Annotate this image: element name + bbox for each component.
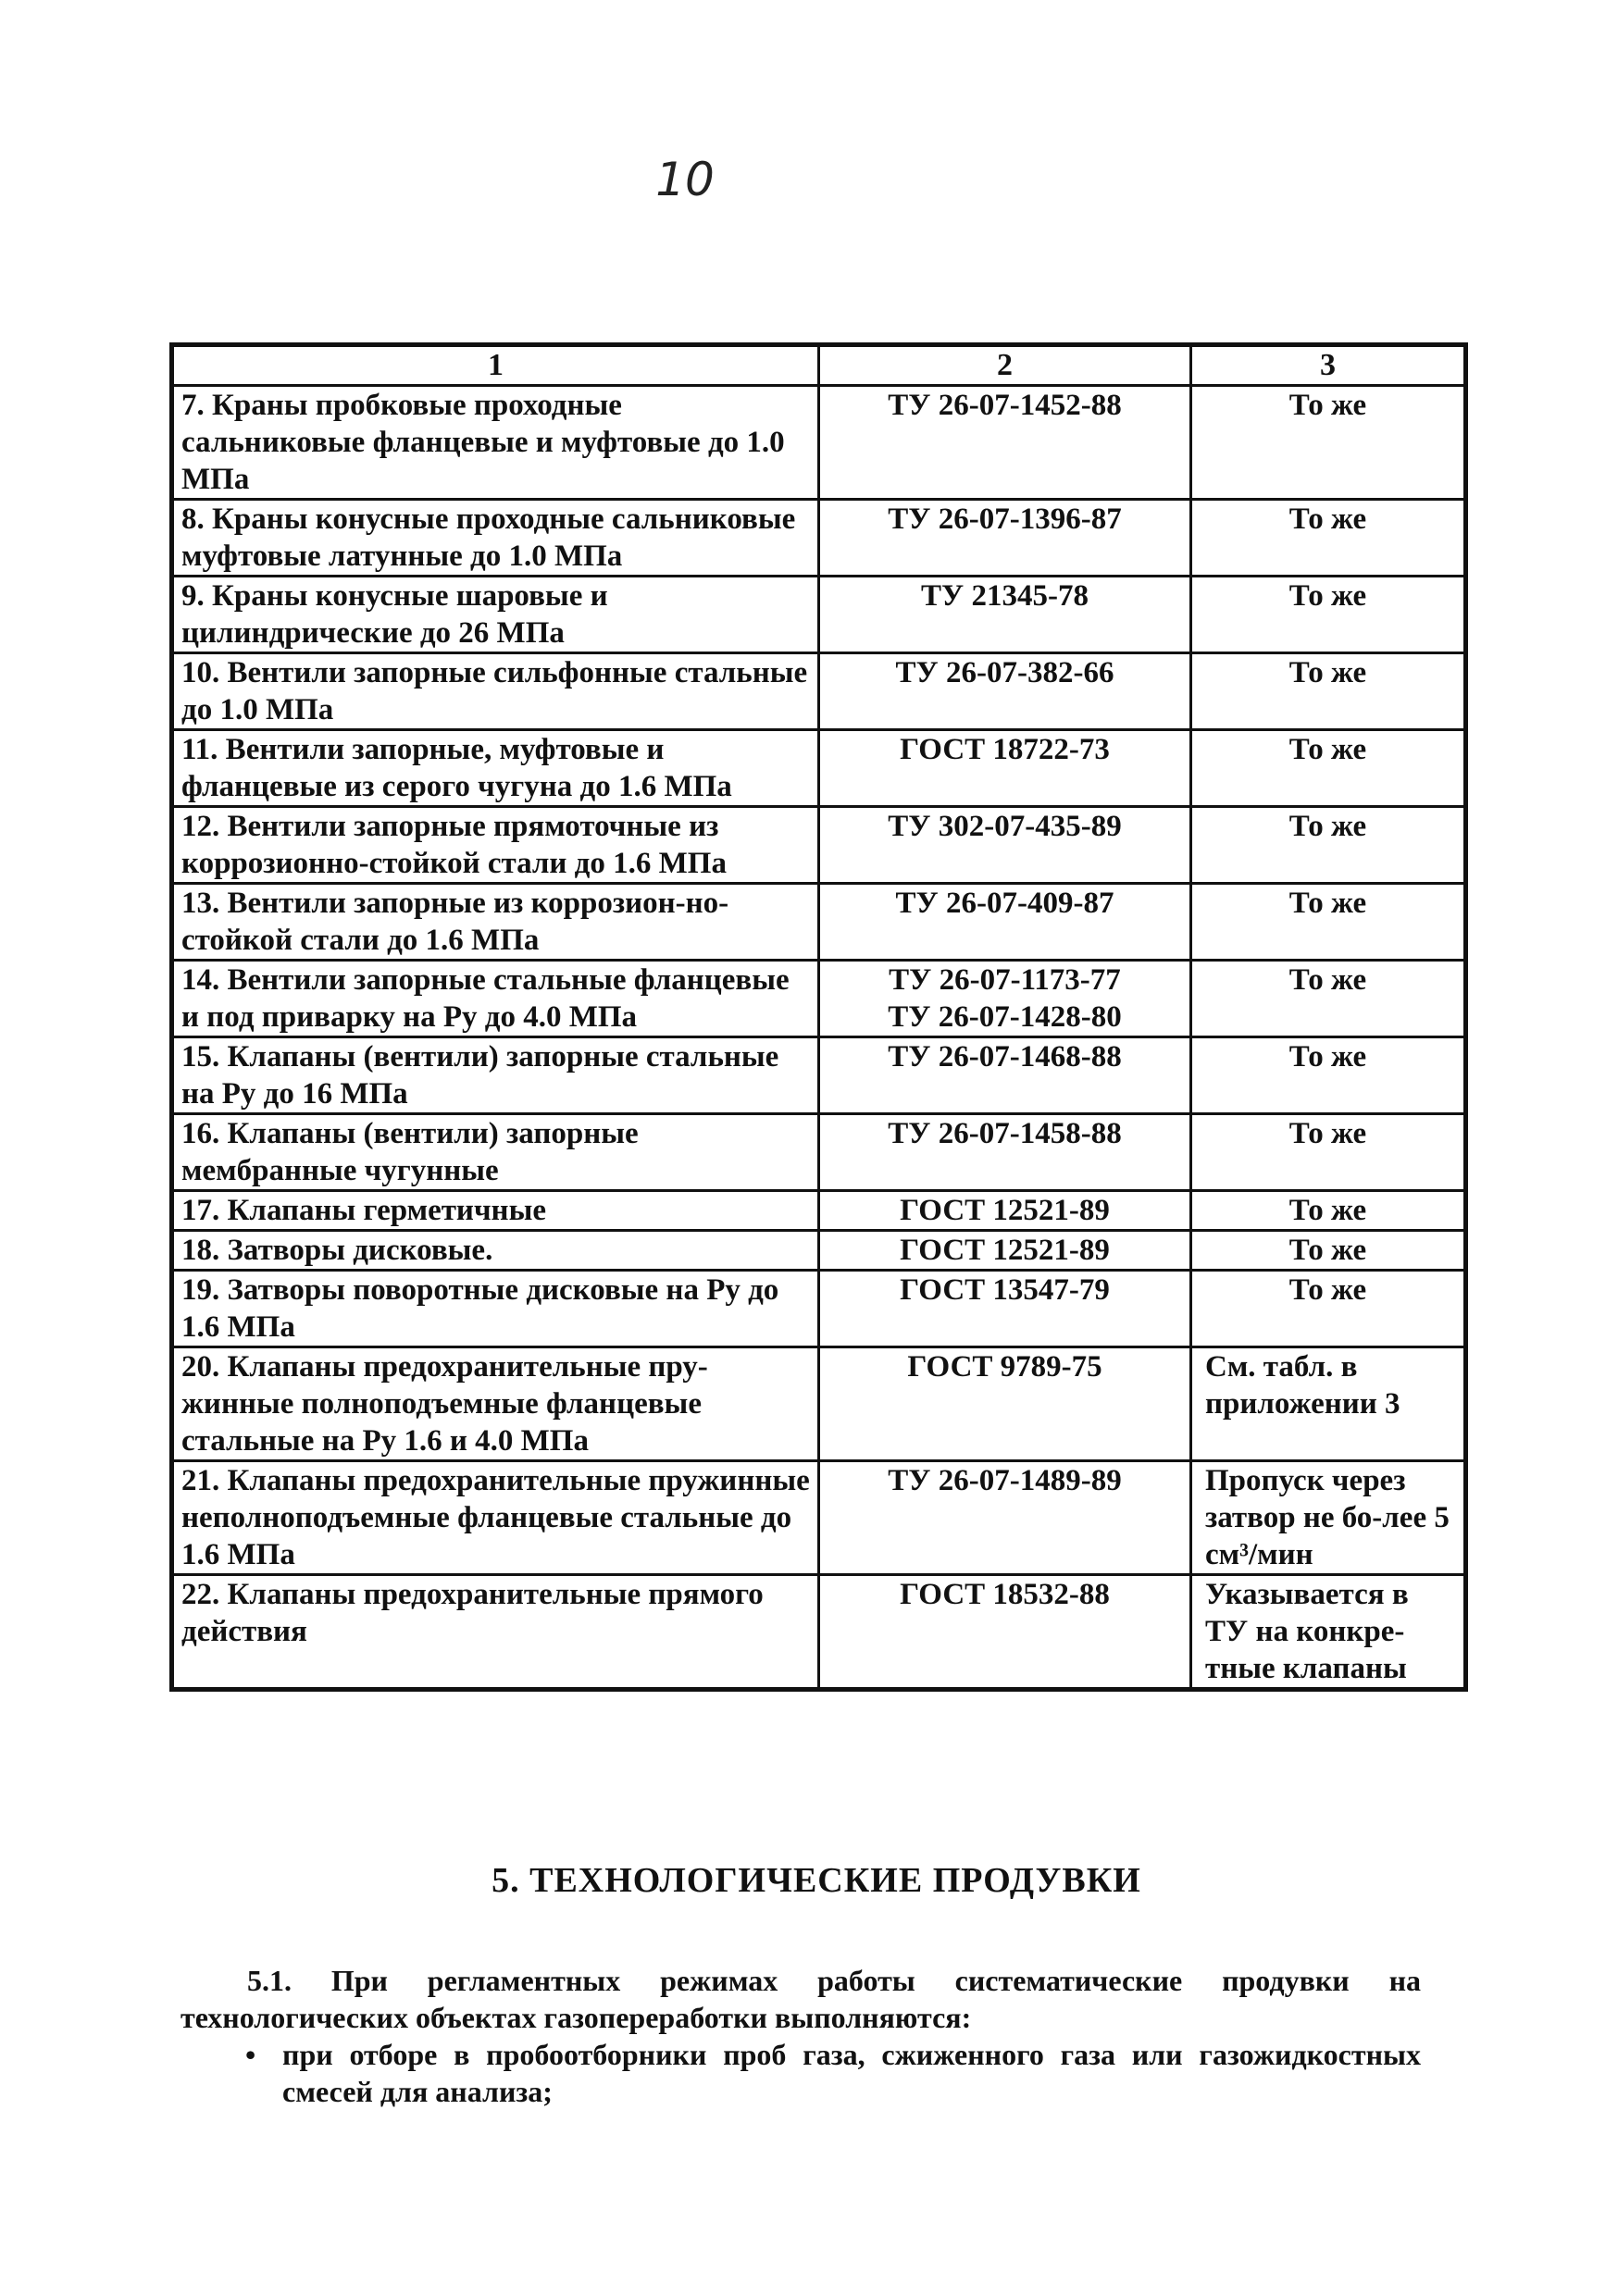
row-doc: [819, 1271, 1191, 1347]
table-row: [172, 1271, 1466, 1347]
row-name: 10. Вентили запорные сильфонные стальные до 1.0 МПа: [172, 653, 819, 730]
row-doc: [819, 386, 1191, 500]
row-note: То же: [1191, 577, 1466, 653]
doc-code: ГОСТ 13547-79: [900, 1273, 1110, 1307]
valves-table: [169, 342, 1468, 1692]
doc-code: ТУ 26-07-382-66: [895, 656, 1114, 689]
row-name: 15. Клапаны (вентили) запорные стальные на Ру до 16 МПа: [172, 1037, 819, 1114]
doc-code: ТУ 26-07-1458-88: [888, 1117, 1122, 1150]
row-doc: [819, 1575, 1191, 1690]
table-row: [172, 961, 1466, 1037]
row-note: То же: [1191, 807, 1466, 884]
doc-code: ТУ 26-07-1173-77: [889, 963, 1121, 997]
bullet-text: при отборе в пробоотборники проб газа, сжиженного газа или газожидкостных смесей для анализа;: [282, 2038, 1421, 2108]
row-note: Указывается в ТУ на конкре-тные клапаны: [1191, 1575, 1466, 1690]
row-name: 16. Клапаны (вентили) запорные мембранные чугунные: [172, 1114, 819, 1191]
row-note: То же: [1191, 1231, 1466, 1271]
doc-code: ГОСТ 12521-89: [900, 1194, 1110, 1227]
row-note: То же: [1191, 500, 1466, 577]
table-row: [172, 730, 1466, 807]
row-doc: [819, 807, 1191, 884]
row-note: См. табл. в приложении 3: [1191, 1347, 1466, 1461]
row-note: То же: [1191, 884, 1466, 961]
doc-code: ТУ 26-07-1489-89: [888, 1464, 1122, 1497]
row-note: То же: [1191, 961, 1466, 1037]
section-paragraph: 5.1. При регламентных режимах работы систематические продувки на технологических объектах газопереработки выполняются:: [180, 1964, 1421, 2034]
row-name: 8. Краны конусные проходные сальниковые муфтовые латунные до 1.0 МПа: [172, 500, 819, 577]
row-note: То же: [1191, 386, 1466, 500]
doc-code: ТУ 26-07-1428-80: [888, 1000, 1122, 1034]
doc-code: ТУ 26-07-1468-88: [888, 1040, 1122, 1074]
row-name: 12. Вентили запорные прямоточные из коррозионно-стойкой стали до 1.6 МПа: [172, 807, 819, 884]
row-doc: [819, 1191, 1191, 1231]
table-row: [172, 386, 1466, 500]
row-note: Пропуск через затвор не бо-лее 5 см³/мин: [1191, 1461, 1466, 1575]
section-title: 5. ТЕХНОЛОГИЧЕСКИЕ ПРОДУВКИ: [492, 1861, 1141, 1900]
row-note: То же: [1191, 653, 1466, 730]
row-note: То же: [1191, 730, 1466, 807]
row-name: 7. Краны пробковые проходные сальниковые фланцевые и муфтовые до 1.0 МПа: [172, 386, 819, 500]
row-name: 17. Клапаны герметичные: [172, 1191, 819, 1231]
row-doc: [819, 730, 1191, 807]
doc-code: ТУ 26-07-1452-88: [888, 389, 1122, 422]
table-header-row: [172, 345, 1466, 386]
table-row: [172, 1114, 1466, 1191]
table-row: [172, 653, 1466, 730]
table-row: [172, 577, 1466, 653]
row-name: 14. Вентили запорные стальные фланцевые и под приварку на Ру до 4.0 МПа: [172, 961, 819, 1037]
column-header-1: 1: [172, 345, 819, 386]
page-number: 10: [655, 153, 715, 206]
table-row: [172, 1575, 1466, 1690]
doc-code: ТУ 302-07-435-89: [888, 810, 1122, 843]
table-row: [172, 884, 1466, 961]
table-row: [172, 1191, 1466, 1231]
table-row: [172, 1037, 1466, 1114]
column-header-3: 3: [1191, 345, 1466, 386]
row-name: 13. Вентили запорные из коррозион-но-стойкой стали до 1.6 МПа: [172, 884, 819, 961]
table-row: [172, 500, 1466, 577]
row-note: То же: [1191, 1114, 1466, 1191]
column-header-2: 2: [819, 345, 1191, 386]
doc-code: ТУ 26-07-409-87: [895, 887, 1114, 920]
row-name: 21. Клапаны предохранительные пружинные неполноподъемные фланцевые стальные до 1.6 МПа: [172, 1461, 819, 1575]
table-row: [172, 1461, 1466, 1575]
row-doc: [819, 884, 1191, 961]
list-item: [180, 2036, 1421, 2110]
row-doc: [819, 653, 1191, 730]
doc-code: ГОСТ 18722-73: [900, 733, 1110, 766]
row-name: 18. Затворы дисковые.: [172, 1231, 819, 1271]
row-doc: [819, 577, 1191, 653]
doc-code: ГОСТ 12521-89: [900, 1234, 1110, 1267]
bullet-list: [180, 2036, 1421, 2110]
row-doc: [819, 1114, 1191, 1191]
row-doc: [819, 961, 1191, 1037]
row-doc: [819, 1347, 1191, 1461]
row-note: То же: [1191, 1037, 1466, 1114]
doc-code: ГОСТ 9789-75: [907, 1350, 1102, 1384]
row-name: 9. Краны конусные шаровые и цилиндрические до 26 МПа: [172, 577, 819, 653]
row-doc: [819, 1037, 1191, 1114]
doc-code: ТУ 26-07-1396-87: [888, 503, 1122, 536]
row-doc: [819, 1461, 1191, 1575]
row-doc: [819, 1231, 1191, 1271]
table-row: [172, 1347, 1466, 1461]
table-row: [172, 1231, 1466, 1271]
row-name: 19. Затворы поворотные дисковые на Ру до 1.6 МПа: [172, 1271, 819, 1347]
bullet-icon: •: [245, 2038, 256, 2071]
row-note: То же: [1191, 1191, 1466, 1231]
doc-code: ТУ 21345-78: [921, 579, 1089, 613]
row-doc: [819, 500, 1191, 577]
row-name: 20. Клапаны предохранительные пру-жинные полноподъемные фланцевые стальные на Ру 1.6 и 4.0 МПа: [172, 1347, 819, 1461]
row-name: 22. Клапаны предохранительные прямого действия: [172, 1575, 819, 1690]
row-note: То же: [1191, 1271, 1466, 1347]
doc-code: ГОСТ 18532-88: [900, 1578, 1110, 1611]
table-row: [172, 807, 1466, 884]
row-name: 11. Вентили запорные, муфтовые и фланцевые из серого чугуна до 1.6 МПа: [172, 730, 819, 807]
